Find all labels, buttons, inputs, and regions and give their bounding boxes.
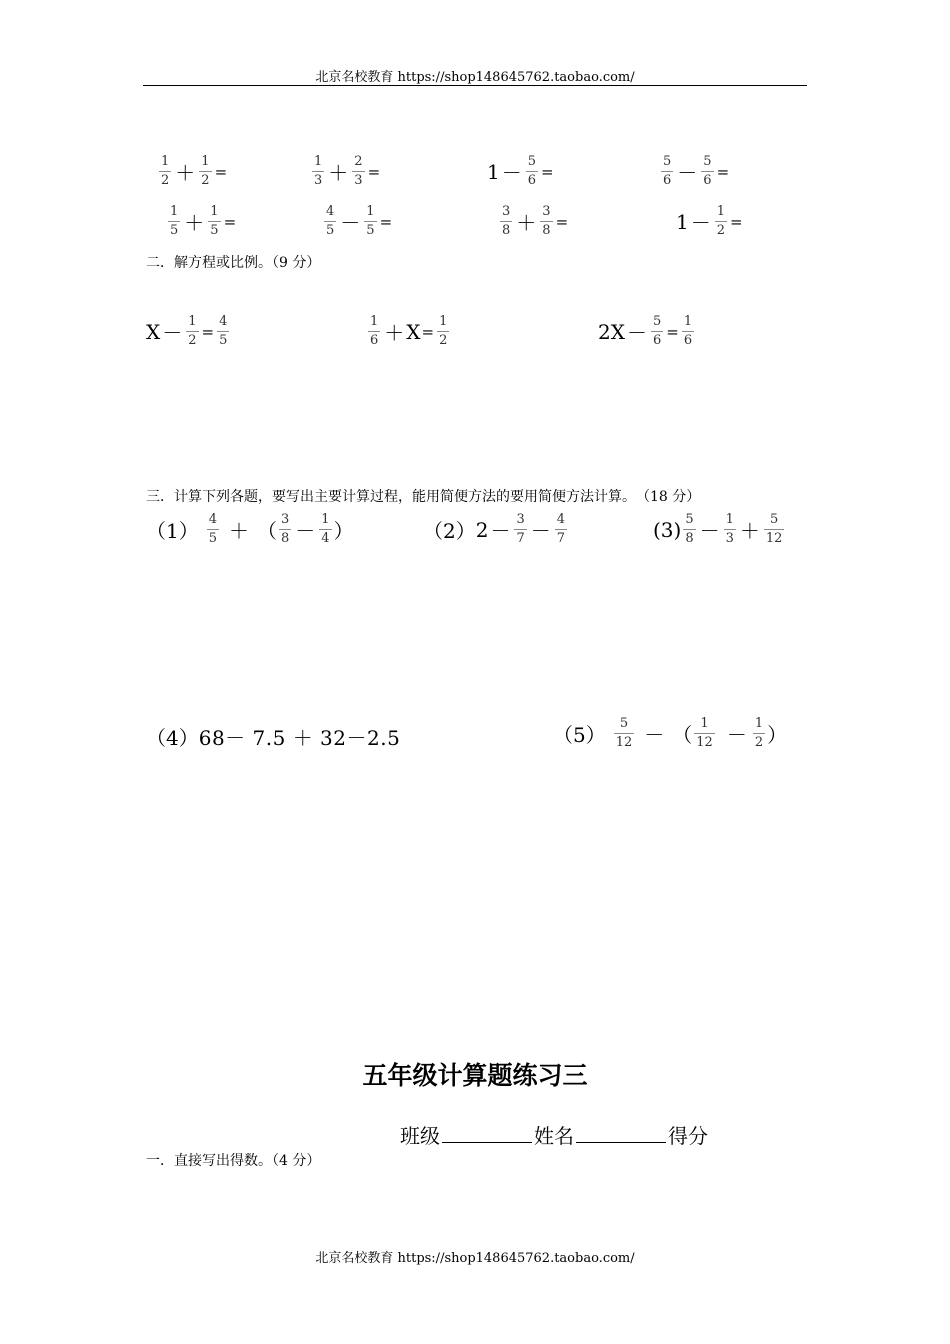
fraction: $\frac{1}{5}$ <box>366 204 375 238</box>
fraction: $\frac{1}{3}$ <box>725 512 734 546</box>
fraction: $\frac{5}{12}$ <box>765 512 783 546</box>
fraction: $\frac{3}{7}$ <box>516 512 525 546</box>
fraction: $\frac{1}{2}$ <box>188 314 197 348</box>
fraction: $\frac{1}{6}$ <box>370 314 379 348</box>
fraction: $\frac{5}{6}$ <box>663 154 672 188</box>
fraction: $\frac{1}{3}$ <box>314 154 323 188</box>
fraction: $\frac{4}{5}$ <box>326 204 335 238</box>
student-info-line <box>400 1120 708 1149</box>
page-header: 北京名校教育 https://shop148645762.taobao.com/ <box>315 70 635 85</box>
fraction: $\frac{1}{5}$ <box>170 204 179 238</box>
fraction: $\frac{1}{2}$ <box>754 716 764 750</box>
fraction: $\frac{4}{7}$ <box>556 512 566 546</box>
problem-1-2: $\frac{1}{3}$ ＋ $\frac{2}{3}$ = <box>314 154 381 188</box>
calc-problem-1: （1） $\frac{4}{5}$ ＋ （ $\frac{3}{8}$ － $\frac{1}{4}$ ） <box>146 512 354 546</box>
worksheet-title: 五年级计算题练习三 <box>362 1061 588 1090</box>
equation-1: X － $\frac{1}{2}$ = $\frac{4}{5}$ <box>146 314 228 348</box>
fraction: $\frac{1}{5}$ <box>210 204 219 238</box>
fraction: $\frac{5}{6}$ <box>703 154 712 188</box>
name-blank[interactable] <box>576 1124 666 1143</box>
calc-problem-5: （5） $\frac{5}{12}$ － （ $\frac{1}{12}$ － $\frac{1}{2}$ ） <box>553 716 788 750</box>
fraction: $\frac{1}{2}$ <box>716 204 726 238</box>
problem-1-5: $\frac{1}{5}$ ＋ $\frac{1}{5}$ = <box>170 204 237 238</box>
fraction: $\frac{1}{2}$ <box>201 154 210 188</box>
fraction: $\frac{5}{6}$ <box>652 314 662 348</box>
problem-1-1: $\frac{1}{2}$ ＋ $\frac{1}{2}$ = <box>161 154 228 188</box>
section-3-heading: 三．计算下列各题，要写出主要计算过程，能用简便方法的要用简便方法计算。 （18 分） <box>146 489 701 505</box>
fraction: $\frac{1}{2}$ <box>439 314 448 348</box>
problem-1-8: 1 － $\frac{1}{2}$ = <box>676 204 743 238</box>
equation-3: 2 X － $\frac{5}{6}$ = $\frac{1}{6}$ <box>598 314 693 348</box>
score-label: 得分 <box>668 1124 708 1148</box>
fraction: $\frac{4}{5}$ <box>219 314 228 348</box>
class-blank[interactable] <box>442 1124 532 1143</box>
fraction: $\frac{3}{8}$ <box>281 512 290 546</box>
name-label: 姓名 <box>534 1124 574 1148</box>
fraction: $\frac{1}{12}$ <box>696 716 713 750</box>
page-footer: 北京名校教育 https://shop148645762.taobao.com/ <box>315 1251 635 1266</box>
problem-1-6: $\frac{4}{5}$ － $\frac{1}{5}$ = <box>326 204 393 238</box>
calc-problem-2: （2） 2 － $\frac{3}{7}$ － $\frac{4}{7}$ <box>423 512 566 546</box>
fraction: $\frac{1}{6}$ <box>683 314 693 348</box>
fraction: $\frac{1}{4}$ <box>321 512 330 546</box>
fraction: $\frac{3}{8}$ <box>502 204 511 238</box>
fraction: $\frac{3}{8}$ <box>542 204 551 238</box>
header-rule <box>143 85 807 86</box>
fraction: $\frac{5}{6}$ <box>527 154 537 188</box>
equation-2: $\frac{1}{6}$ ＋ X = $\frac{1}{2}$ <box>370 314 448 348</box>
fraction: $\frac{5}{12}$ <box>615 716 633 750</box>
problem-1-7: $\frac{3}{8}$ ＋ $\frac{3}{8}$ = <box>502 204 569 238</box>
section-2-heading: 二．解方程或比例。（9 分） <box>146 255 321 271</box>
section-1-heading: 一．直接写出得数。（4 分） <box>146 1153 321 1169</box>
fraction: $\frac{2}{3}$ <box>354 154 363 188</box>
fraction: $\frac{5}{8}$ <box>685 512 694 546</box>
calc-problem-4: （4） 68－ 7.5 ＋ 32－2.5 <box>146 726 401 750</box>
problem-1-4: $\frac{5}{6}$ － $\frac{5}{6}$ = <box>663 154 730 188</box>
calc-problem-3: (3) $\frac{5}{8}$ － $\frac{1}{3}$ ＋ $\frac{5}{12}$ <box>653 512 783 546</box>
fraction: $\frac{4}{5}$ <box>208 512 218 546</box>
class-label: 班级 <box>400 1124 440 1148</box>
fraction: $\frac{1}{2}$ <box>161 154 170 188</box>
problem-1-3: 1 － $\frac{5}{6}$ = <box>487 154 554 188</box>
